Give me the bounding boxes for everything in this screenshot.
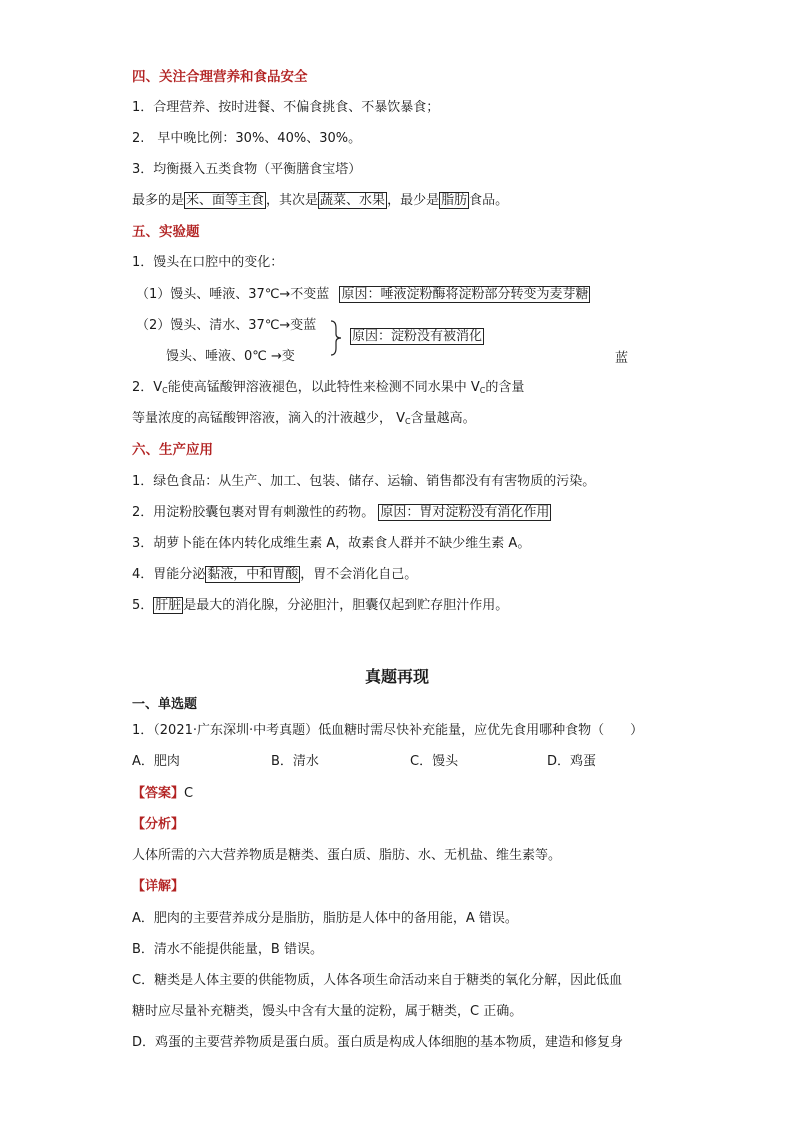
detail-b: B．清水不能提供能量，B 错误。 bbox=[132, 942, 323, 957]
text: 4．胃能分泌 bbox=[132, 567, 206, 582]
text: ，胃不会消化自己。 bbox=[300, 567, 418, 582]
s4-line-3: 3．均衡摄入五类食物（平衡膳食宝塔） bbox=[132, 162, 362, 177]
s6-line-2 bbox=[132, 504, 551, 522]
detail-d: D．鸡蛋的主要营养物质是蛋白质。蛋白质是构成人体细胞的基本物质，建造和修复身 bbox=[132, 1035, 624, 1050]
text: 含量越高。 bbox=[410, 411, 476, 426]
experiment-1-text: （1）馒头、唾液、37℃→不变蓝 bbox=[136, 287, 330, 302]
section-5-heading: 五、实验题 bbox=[132, 224, 200, 240]
option-a: A．肥肉 bbox=[132, 754, 180, 769]
s4-line-1: 1．合理营养、按时进餐、不偏食挑食、不暴饮暴食； bbox=[132, 100, 440, 115]
boxed-vegetables: 蔬菜、水果 bbox=[320, 193, 386, 208]
option-b: B．清水 bbox=[271, 754, 319, 769]
experiment-1-reason: 原因：唾液淀粉酶将淀粉部分转变为麦芽糖 bbox=[341, 287, 589, 302]
text: 能使高锰酸钾溶液褪色，以此特性来检测不同水果中 V bbox=[167, 380, 480, 395]
text: ，最少是 bbox=[387, 193, 440, 208]
boxed-fat: 脂肪 bbox=[441, 193, 468, 208]
option-d: D．鸡蛋 bbox=[547, 754, 597, 769]
detail-a: A．肥肉的主要营养成分是脂肪，脂肪是人体中的备用能，A 错误。 bbox=[132, 911, 518, 926]
subscript: C bbox=[479, 386, 486, 395]
text: 2．V bbox=[132, 380, 163, 395]
section-title: 真题再现 bbox=[364, 667, 429, 686]
s4-line-4 bbox=[132, 192, 508, 210]
text: 等量浓度的高锰酸钾溶液，滴入的汁液越少， V bbox=[132, 411, 406, 426]
s5-line-3 bbox=[132, 410, 476, 431]
boxed-mucus: 黏液，中和胃酸 bbox=[207, 567, 299, 582]
text: 是最大的消化腺，分泌胆汁，胆囊仅起到贮存胆汁作用。 bbox=[183, 598, 509, 613]
boxed-liver: 肝脏 bbox=[155, 598, 182, 613]
detail-c-cont: 糖时应尽量补充糖类，馒头中含有大量的淀粉，属于糖类，C 正确。 bbox=[132, 1004, 523, 1019]
answer-value: C bbox=[184, 786, 194, 801]
text: 的含量 bbox=[485, 380, 525, 395]
reason-box: 原因：胃对淀粉没有消化作用 bbox=[380, 505, 550, 520]
text: ，其次是 bbox=[266, 193, 319, 208]
subscript: C bbox=[162, 386, 168, 395]
boxed-staple-food: 米、面等主食 bbox=[186, 193, 265, 208]
experiment-3: 馒头、唾液、0℃ →变 bbox=[166, 349, 295, 364]
answer bbox=[132, 785, 193, 803]
analysis-text: 人体所需的六大营养物质是糖类、蛋白质、脂肪、水、无机盐、维生素等。 bbox=[132, 848, 562, 863]
s5-line-2 bbox=[132, 379, 524, 400]
text: 食品。 bbox=[469, 193, 509, 208]
experiment-2-reason bbox=[350, 328, 484, 346]
text: 最多的是 bbox=[132, 193, 185, 208]
s5-line-1: 1．馒头在口腔中的变化： bbox=[132, 255, 284, 270]
s6-line-5 bbox=[132, 597, 508, 615]
analysis-tag: 【分析】 bbox=[132, 817, 185, 832]
question-stem: 1．（2021·广东深圳·中考真题）低血糖时需尽快补充能量，应优先食用哪种食物（ ） bbox=[132, 723, 644, 738]
experiment-3-tail: 蓝 bbox=[615, 351, 629, 366]
reason-box: 原因：淀粉没有被消化 bbox=[352, 329, 483, 344]
option-c: C．馒头 bbox=[410, 754, 459, 769]
s6-line-1: 1．绿色食品：从生产、加工、包装、储存、运输、销售都没有有害物质的污染。 bbox=[132, 474, 596, 489]
s4-line-2: 2. 早中晚比例：30%、40%、30%。 bbox=[132, 131, 362, 146]
subscript: C bbox=[405, 417, 411, 426]
section-6-heading: 六、生产应用 bbox=[132, 442, 213, 458]
section-4-heading: 四、关注合理营养和食品安全 bbox=[132, 69, 308, 85]
text: 2．用淀粉胶囊包裹对胃有刺激性的药物。 bbox=[132, 505, 375, 520]
question-type: 一、单选题 bbox=[132, 697, 198, 712]
s6-line-3: 3．胡萝卜能在体内转化成维生素 A，故素食人群并不缺少维生素 A。 bbox=[132, 536, 531, 551]
experiment-1 bbox=[136, 286, 590, 304]
experiment-2: （2）馒头、清水、37℃→变蓝 bbox=[136, 318, 317, 333]
detail-c: C．糖类是人体主要的供能物质，人体各项生命活动来自于糖类的氧化分解，因此低血 bbox=[132, 973, 623, 988]
answer-tag: 【答案】 bbox=[132, 786, 185, 801]
s6-line-4 bbox=[132, 566, 417, 584]
brace-icon bbox=[330, 320, 342, 356]
text: 5． bbox=[132, 598, 154, 613]
detail-tag: 【详解】 bbox=[132, 879, 185, 894]
